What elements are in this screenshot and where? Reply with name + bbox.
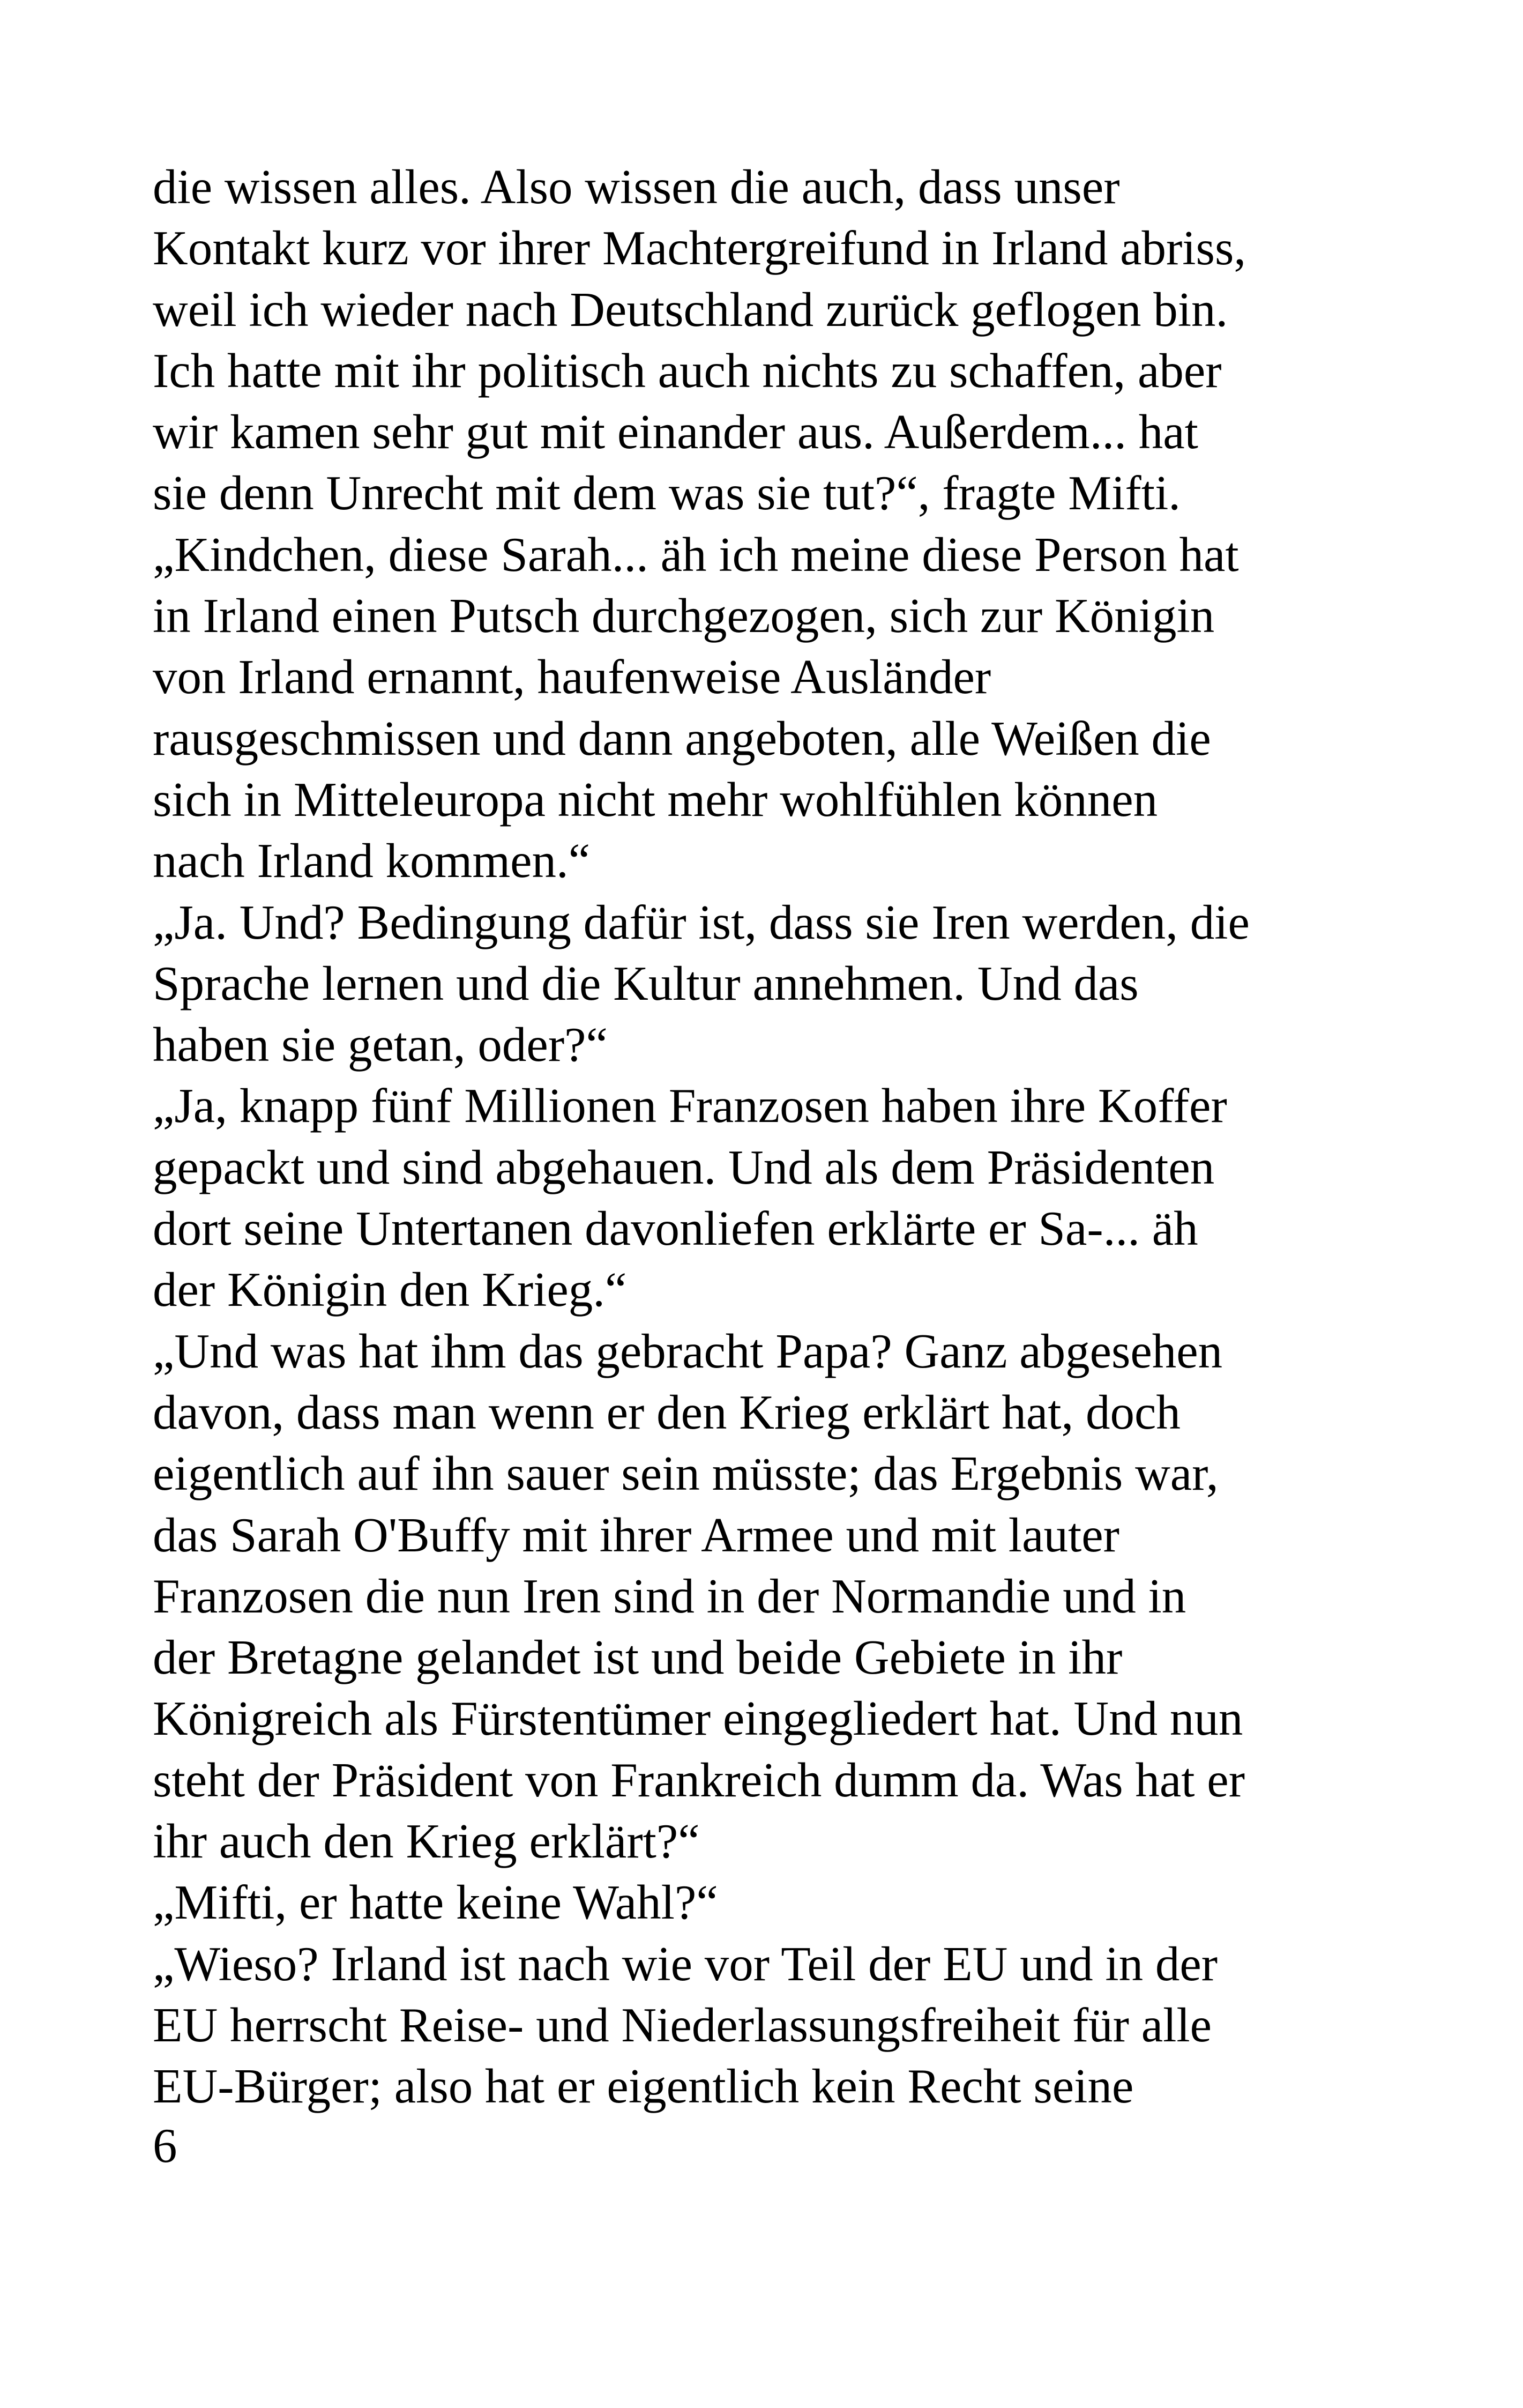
text-line: EU herrscht Reise- und Niederlassungsfreiheit für alle bbox=[153, 1997, 1212, 2052]
text-line: dort seine Untertanen davonliefen erklärte er Sa-... äh bbox=[153, 1201, 1198, 1256]
text-line: EU-Bürger; also hat er eigentlich kein Recht seine bbox=[153, 2059, 1134, 2114]
text-line: ihr auch den Krieg erklärt?“ bbox=[153, 1814, 700, 1869]
text-line: von Irland ernannt, haufenweise Ausländer bbox=[153, 650, 991, 704]
text-line: wir kamen sehr gut mit einander aus. Außerdem... hat bbox=[153, 405, 1198, 459]
text-line: nach Irland kommen.“ bbox=[153, 834, 591, 888]
text-line: der Bretagne gelandet ist und beide Gebiete in ihr bbox=[153, 1630, 1123, 1685]
text-line: gepackt und sind abgehauen. Und als dem Präsidenten bbox=[153, 1140, 1215, 1194]
text-line: in Irland einen Putsch durchgezogen, sich zur Königin bbox=[153, 589, 1215, 643]
text-line: „Kindchen, diese Sarah... äh ich meine diese Person hat bbox=[153, 527, 1239, 582]
text-line: der Königin den Krieg.“ bbox=[153, 1262, 627, 1317]
text-line: eigentlich auf ihn sauer sein müsste; das Ergebnis war, bbox=[153, 1446, 1219, 1501]
text-line: sich in Mitteleuropa nicht mehr wohlfühlen können bbox=[153, 772, 1158, 827]
text-line: weil ich wieder nach Deutschland zurück geflogen bin. bbox=[153, 282, 1228, 337]
text-line: sie denn Unrecht mit dem was sie tut?“, fragte Mifti. bbox=[153, 466, 1181, 521]
text-line: rausgeschmissen und dann angeboten, alle Weißen die bbox=[153, 711, 1211, 765]
text-line: „Ja, knapp fünf Millionen Franzosen haben ihre Koffer bbox=[153, 1079, 1227, 1133]
text-line: Königreich als Fürstentümer eingegliedert hat. Und nun bbox=[153, 1691, 1243, 1746]
text-line: „Wieso? Irland ist nach wie vor Teil der EU und in der bbox=[153, 1936, 1218, 1991]
text-line: Sprache lernen und die Kultur annehmen. Und das bbox=[153, 956, 1139, 1010]
text-line: „Und was hat ihm das gebracht Papa? Ganz abgesehen bbox=[153, 1324, 1223, 1378]
text-line: davon, dass man wenn er den Krieg erklärt hat, doch bbox=[153, 1385, 1181, 1439]
page-number: 6 bbox=[153, 2119, 177, 2173]
text-line: Ich hatte mit ihr politisch auch nichts zu schaffen, aber bbox=[153, 343, 1222, 398]
text-line: „Ja. Und? Bedingung dafür ist, dass sie Iren werden, die bbox=[153, 895, 1250, 949]
text-line: Franzosen die nun Iren sind in der Normandie und in bbox=[153, 1569, 1186, 1623]
text-line: „Mifti, er hatte keine Wahl?“ bbox=[153, 1875, 718, 1930]
body-text bbox=[153, 157, 1439, 2117]
text-line: Kontakt kurz vor ihrer Machtergreifund in Irland abriss, bbox=[153, 221, 1246, 276]
text-line: das Sarah O'Buffy mit ihrer Armee und mit lauter bbox=[153, 1507, 1119, 1562]
text-line: steht der Präsident von Frankreich dumm da. Was hat er bbox=[153, 1752, 1245, 1807]
text-line: haben sie getan, oder?“ bbox=[153, 1017, 608, 1072]
text-line: die wissen alles. Also wissen die auch, dass unser bbox=[153, 160, 1120, 214]
